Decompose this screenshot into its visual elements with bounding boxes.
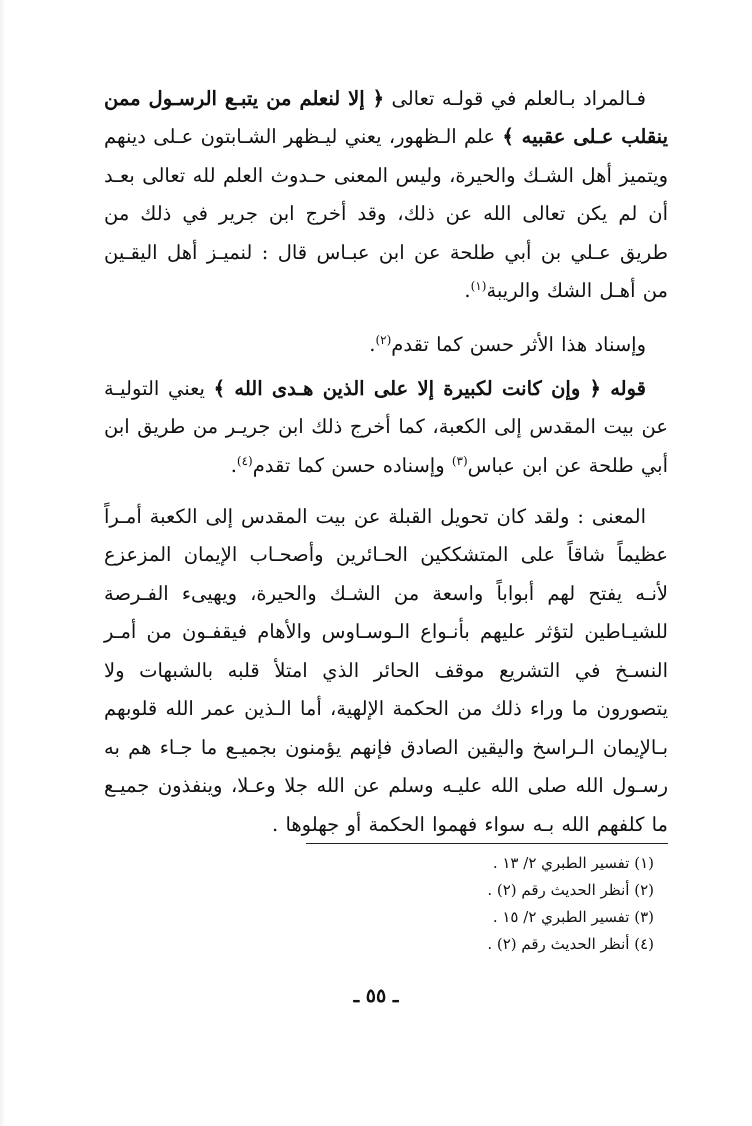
paragraph-2-body: وإسناد هذا الأثر حسن كما تقدم — [391, 332, 646, 356]
paragraph-1 — [104, 80, 668, 313]
paragraph-3-body-2: وإسناده حسن كما تقدم — [252, 453, 445, 477]
footnote-2: (٢) أنظر الحديث رقم (٢) . — [487, 881, 654, 899]
page-edge-shadow — [0, 0, 6, 1126]
paragraph-2-end: . — [369, 332, 376, 356]
footnote-ref-4: (٤) — [236, 453, 253, 468]
paragraph-2 — [104, 326, 668, 367]
paragraph-4: المعنى : ولقد كان تحويل القبلة عن بيت المقدس إلى الكعبة أمـراً عظيماً شاقاً على المتشككين الحـائرين وأصحـاب الإيمان المزعزع لأنـه يفتح لهم أبواباً واسعة من الشـك والحيرة، ويهيىء الفـرصة للشيـاطين لتؤثر عليهم بأنـواع الـوسـاوس والأهام فيقفـون من أمـر النسـخ في التشريع موقف الحائر الذي امتلأ قلبه بالشبهات ولا يتصورون ما وراء ذلك من الحكمة الإلهية، أما الـذين عمر الله قلوبهم بـالإيمان الـراسخ واليقين الصادق فإنهم يؤمنون بجميـع ما جـاء هم به رسـول الله صلى الله عليـه وسلم عن الله جلا وعـلا، وينفذون جميـع ما كلفهم الله بـه سواء فهموا الحكمة أو جهلوها . — [104, 504, 668, 836]
quran-quote-1: ﴿ إلا لنعلم من يتبـع الرسـول ممن ينقلب عـلى عقبيه ﴾ — [104, 86, 668, 148]
footnote-1: (١) تفسير الطبري ٢/ ١٣ . — [492, 854, 654, 872]
paragraph-3-body: يعني التوليـة عن بيت المقدس إلى الكعبة، كما أخرج ذلك ابن جريـر من طريق ابن أبي طلحة عن ابن عباس — [104, 376, 668, 477]
paragraph-3-end: . — [230, 453, 237, 477]
footnote-ref-3: (٣) — [451, 453, 468, 468]
footnotes — [294, 850, 654, 958]
footnote-4: (٤) أنظر الحديث رقم (٢) . — [487, 935, 654, 953]
paragraph-1-intro: فـالمراد بـالعلم في قولـه تعالى — [391, 86, 646, 110]
footnote-ref-1: (١) — [470, 279, 487, 293]
footnote-divider — [306, 843, 668, 844]
quran-quote-2: قوله ﴿ وإن كانت لكبيرة إلا على الذين هـدى الله ﴾ — [213, 376, 647, 400]
paragraph-3 — [104, 370, 668, 488]
paragraph-1-body: علم الـظهور، يعني ليـظهر الشـابتون عـلى دينهم ويتميز أهل الشـك والحيرة، وليس المعنى حـدوث العلم لله تعالى بعـد أن لم يكن تعالى الله عن ذلك، وقد أخرج ابن جرير في ذلك من طريق عـلي بن أبي طلحة عن ابن عبـاس قال : لنميـز أهل اليقـين من أهـل الشك والريبة — [104, 125, 668, 302]
footnote-3: (٣) تفسير الطبري ٢/ ١٥ . — [492, 908, 654, 926]
paragraph-1-end: . — [464, 279, 471, 302]
footnote-ref-2: (٢) — [375, 332, 392, 347]
page-number: ـ ٥٥ ـ — [353, 985, 399, 1007]
